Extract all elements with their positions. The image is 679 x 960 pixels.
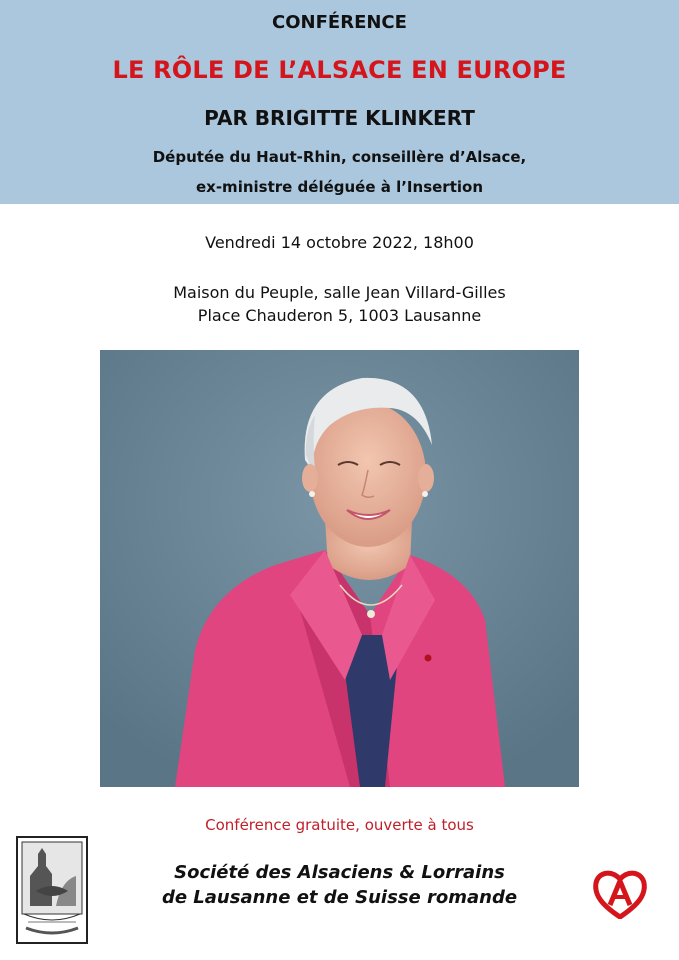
society-seal-icon xyxy=(16,836,88,944)
event-date: Vendredi 14 octobre 2022, 18h00 xyxy=(205,233,474,252)
header-banner xyxy=(0,0,679,204)
speaker-name: PAR BRIGITTE KLINKERT xyxy=(204,106,475,130)
speaker-role-line2: ex-ministre déléguée à l’Insertion xyxy=(195,178,483,196)
society-name-line1: Société des Alsaciens & Lorrains xyxy=(174,862,505,883)
alsace-logo-icon xyxy=(592,867,648,919)
event-title: LE RÔLE DE L’ALSACE EN EUROPE xyxy=(112,56,567,84)
society-name-line2: de Lausanne et de Suisse romande xyxy=(161,887,518,908)
speaker-portrait xyxy=(100,350,579,787)
event-address: Place Chauderon 5, 1003 Lausanne xyxy=(197,306,482,325)
speaker-role-line1: Députée du Haut-Rhin, conseillère d’Alsace, xyxy=(152,148,527,166)
event-kicker: CONFÉRENCE xyxy=(272,12,407,33)
free-entry-note: Conférence gratuite, ouverte à tous xyxy=(205,816,474,834)
event-venue: Maison du Peuple, salle Jean Villard-Gilles xyxy=(173,283,506,302)
